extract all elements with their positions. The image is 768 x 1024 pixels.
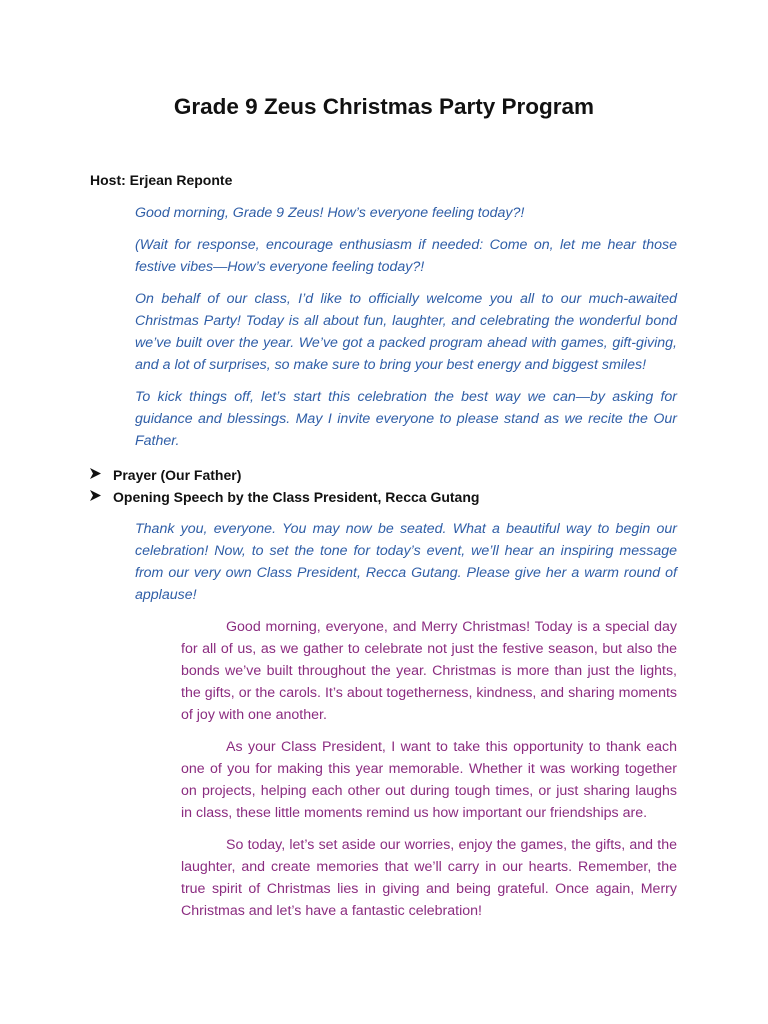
host-intro-paragraph: On behalf of our class, I’d like to officially welcome you all to our much-awaited Christmas Party! Today is all about fun, laughter, and celebrating the wonderful bond we’ve built over the year. We’ve got a packed program ahead with games, gift-giving, and a lot of surprises, so make sure to bring your best energy and biggest smiles! bbox=[135, 291, 677, 373]
program-item-opening-speech bbox=[90, 486, 690, 508]
program-item-label: Opening Speech by the Class President, Recca Gutang bbox=[113, 489, 480, 505]
host-intro-paragraph: To kick things off, let’s start this celebration the best way we can—by asking for guidance and blessings. May I invite everyone to please stand as we recite the Our Father. bbox=[135, 389, 677, 449]
speech-paragraph: As your Class President, I want to take this opportunity to thank each one of you for making this year memorable. Whether it was working together on projects, helping each other out during tough times, or just sharing laughs in class, these little moments remind us how important our friendships are. bbox=[181, 739, 677, 821]
program-list bbox=[90, 464, 690, 508]
president-speech bbox=[181, 616, 677, 932]
program-item-label: Prayer (Our Father) bbox=[113, 467, 242, 483]
speech-paragraph: Good morning, everyone, and Merry Christmas! Today is a special day for all of us, as we gather to celebrate not just the festive season, but also the bonds we’ve built throughout the year. Christmas is more than just the lights, the gifts, or the carols. It’s about togetherness, kindness, and sharing moments of joy with one another. bbox=[181, 619, 677, 723]
program-item-prayer bbox=[90, 464, 690, 486]
page-title: Grade 9 Zeus Christmas Party Program bbox=[173, 94, 595, 119]
host-label: Host: Erjean Reponte bbox=[90, 172, 233, 188]
host-intro-script bbox=[135, 202, 677, 462]
host-transition-paragraph: Thank you, everyone. You may now be seated. What a beautiful way to begin our celebration! Now, to set the tone for today’s event, we’ll hear an inspiring message from our very own Class President, Recca Gutang. Please give her a warm round of applause! bbox=[135, 521, 677, 603]
host-transition-script bbox=[135, 518, 677, 616]
speech-paragraph: So today, let’s set aside our worries, enjoy the games, the gifts, and the laughter, and create memories that we’ll carry in our hearts. Remember, the true spirit of Christmas lies in giving and being grateful. Once again, Merry Christmas and let’s have a fantastic celebration! bbox=[181, 837, 677, 919]
host-intro-paragraph: Good morning, Grade 9 Zeus! How’s everyone feeling today?! bbox=[135, 205, 525, 221]
arrowhead-bullet-icon bbox=[90, 486, 113, 508]
host-intro-paragraph: (Wait for response, encourage enthusiasm if needed: Come on, let me hear those festive vibes—How’s everyone feeling today?! bbox=[135, 237, 677, 275]
arrowhead-bullet-icon bbox=[90, 464, 113, 486]
